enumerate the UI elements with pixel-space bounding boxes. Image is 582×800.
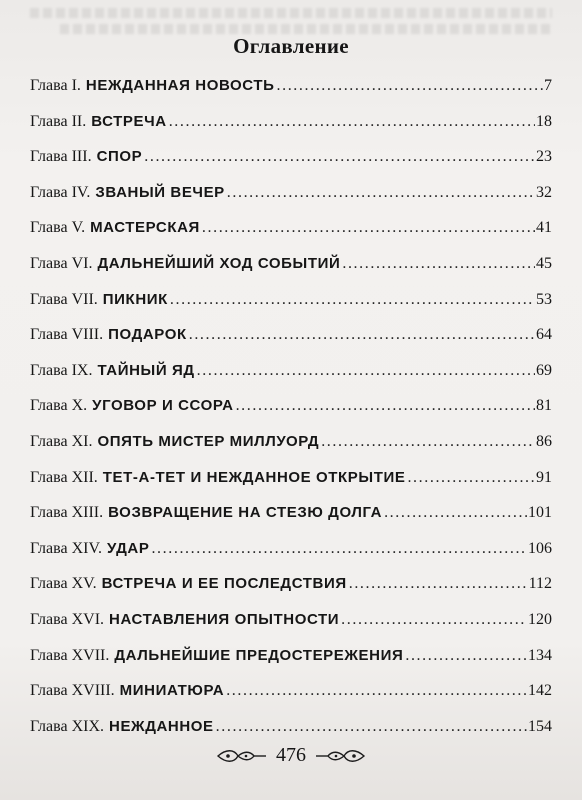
dot-leader — [169, 112, 535, 132]
chapter-title: НЕЖДАННОЕ — [109, 717, 214, 735]
toc-entry — [30, 610, 552, 646]
chapter-page: 154 — [528, 717, 552, 735]
chapter-page: 81 — [536, 397, 552, 415]
page-number: 476 — [276, 744, 306, 766]
chapter-number: Глава VIII. — [30, 326, 104, 344]
dot-leader — [144, 147, 535, 167]
chapter-title: ОПЯТЬ МИСТЕР МИЛЛУОРД — [97, 432, 320, 450]
chapter-number: Глава XVI. — [30, 610, 105, 628]
dot-leader — [216, 717, 527, 737]
chapter-page: 142 — [528, 682, 552, 700]
page-footer — [0, 744, 582, 767]
chapter-title: МАСТЕРСКАЯ — [90, 219, 200, 237]
dot-leader — [189, 325, 535, 345]
dot-leader — [321, 432, 535, 452]
chapter-number: Глава XVII. — [30, 646, 110, 664]
show-through-text — [60, 24, 552, 34]
toc-entry — [30, 290, 552, 326]
dot-leader — [197, 361, 535, 381]
chapter-title: ВСТРЕЧА И ЕЕ ПОСЛЕДСТВИЯ — [101, 575, 347, 593]
chapter-number: Глава VI. — [30, 254, 93, 272]
chapter-page: 53 — [536, 290, 552, 308]
dot-leader — [341, 610, 527, 630]
chapter-number: Глава XII. — [30, 468, 98, 486]
chapter-number: Глава I. — [30, 77, 81, 94]
chapter-title: НАСТАВЛЕНИЯ ОПЫТНОСТИ — [109, 610, 340, 628]
dot-leader — [342, 254, 535, 274]
toc-entry — [30, 325, 552, 361]
chapter-page: 91 — [536, 468, 552, 486]
toc-entry — [30, 218, 552, 254]
toc-entry — [30, 539, 552, 575]
dot-leader — [349, 574, 528, 594]
chapter-title: УДАР — [106, 539, 150, 557]
toc-entry — [30, 396, 552, 432]
chapter-page: 41 — [536, 219, 552, 237]
chapter-title: ТЕТ-А-ТЕТ И НЕЖДАННОЕ ОТКРЫТИЕ — [102, 468, 406, 486]
chapter-number: Глава XI. — [30, 432, 93, 450]
dot-leader — [384, 503, 527, 523]
chapter-title: ДАЛЬНЕЙШИЕ ПРЕДОСТЕРЕЖЕНИЯ — [114, 646, 404, 664]
chapter-number: Глава IX. — [30, 361, 93, 379]
chapter-page: 101 — [528, 504, 552, 522]
chapter-title: ДАЛЬНЕЙШИЙ ХОД СОБЫТИЙ — [97, 254, 341, 272]
dot-leader — [151, 539, 527, 559]
toc-entry — [30, 646, 552, 682]
table-of-contents — [30, 76, 552, 752]
flourish-ornament-icon — [314, 748, 366, 764]
chapter-number: Глава II. — [30, 112, 87, 130]
toc-entry — [30, 574, 552, 610]
chapter-title: СПОР — [96, 148, 143, 166]
chapter-title: ПИКНИК — [102, 290, 168, 308]
chapter-title: НЕЖДАННАЯ НОВОСТЬ — [85, 77, 275, 94]
toc-entry — [30, 468, 552, 504]
chapter-page: 23 — [536, 148, 552, 166]
chapter-page: 69 — [536, 361, 552, 379]
flourish-ornament-icon — [216, 748, 268, 764]
chapter-page: 18 — [536, 112, 552, 130]
chapter-number: Глава XVIII. — [30, 682, 115, 700]
show-through-text — [30, 8, 552, 18]
dot-leader — [226, 681, 527, 701]
toc-entry — [30, 147, 552, 183]
chapter-number: Глава XIII. — [30, 504, 104, 522]
chapter-number: Глава VII. — [30, 290, 98, 308]
dot-leader — [405, 646, 527, 666]
page-title: Оглавление — [233, 34, 349, 58]
chapter-page: 106 — [528, 539, 552, 557]
toc-entry — [30, 112, 552, 148]
chapter-page: 64 — [536, 326, 552, 344]
chapter-title: УГОВОР И ССОРА — [92, 397, 234, 415]
chapter-number: Глава III. — [30, 148, 92, 166]
chapter-page: 32 — [536, 183, 552, 201]
chapter-title: ТАЙНЫЙ ЯД — [97, 361, 195, 379]
chapter-page: 134 — [528, 646, 552, 664]
dot-leader — [236, 396, 535, 416]
chapter-number: Глава XIV. — [30, 539, 102, 557]
toc-entry — [30, 254, 552, 290]
dot-leader — [277, 76, 544, 96]
chapter-title: ВОЗВРАЩЕНИЕ НА СТЕЗЮ ДОЛГА — [108, 504, 383, 522]
dot-leader — [407, 468, 535, 488]
chapter-title: ВСТРЕЧА — [91, 112, 167, 130]
chapter-title: ЗВАНЫЙ ВЕЧЕР — [95, 183, 225, 201]
chapter-number: Глава X. — [30, 397, 88, 415]
toc-entry — [30, 681, 552, 717]
dot-leader — [227, 183, 535, 203]
toc-entry — [30, 503, 552, 539]
chapter-page: 7 — [544, 77, 552, 94]
chapter-page: 86 — [536, 432, 552, 450]
chapter-page: 45 — [536, 254, 552, 272]
chapter-number: Глава XIX. — [30, 717, 105, 735]
chapter-page: 120 — [528, 610, 552, 628]
dot-leader — [170, 290, 535, 310]
toc-entry — [30, 432, 552, 468]
toc-entry — [30, 183, 552, 219]
toc-entry — [30, 76, 552, 112]
toc-entry — [30, 361, 552, 397]
chapter-title: МИНИАТЮРА — [119, 682, 225, 700]
chapter-number: Глава IV. — [30, 183, 91, 201]
chapter-number: Глава V. — [30, 219, 86, 237]
chapter-page: 112 — [528, 575, 552, 593]
chapter-title: ПОДАРОК — [108, 326, 187, 344]
chapter-number: Глава XV. — [30, 575, 97, 593]
dot-leader — [202, 218, 535, 238]
